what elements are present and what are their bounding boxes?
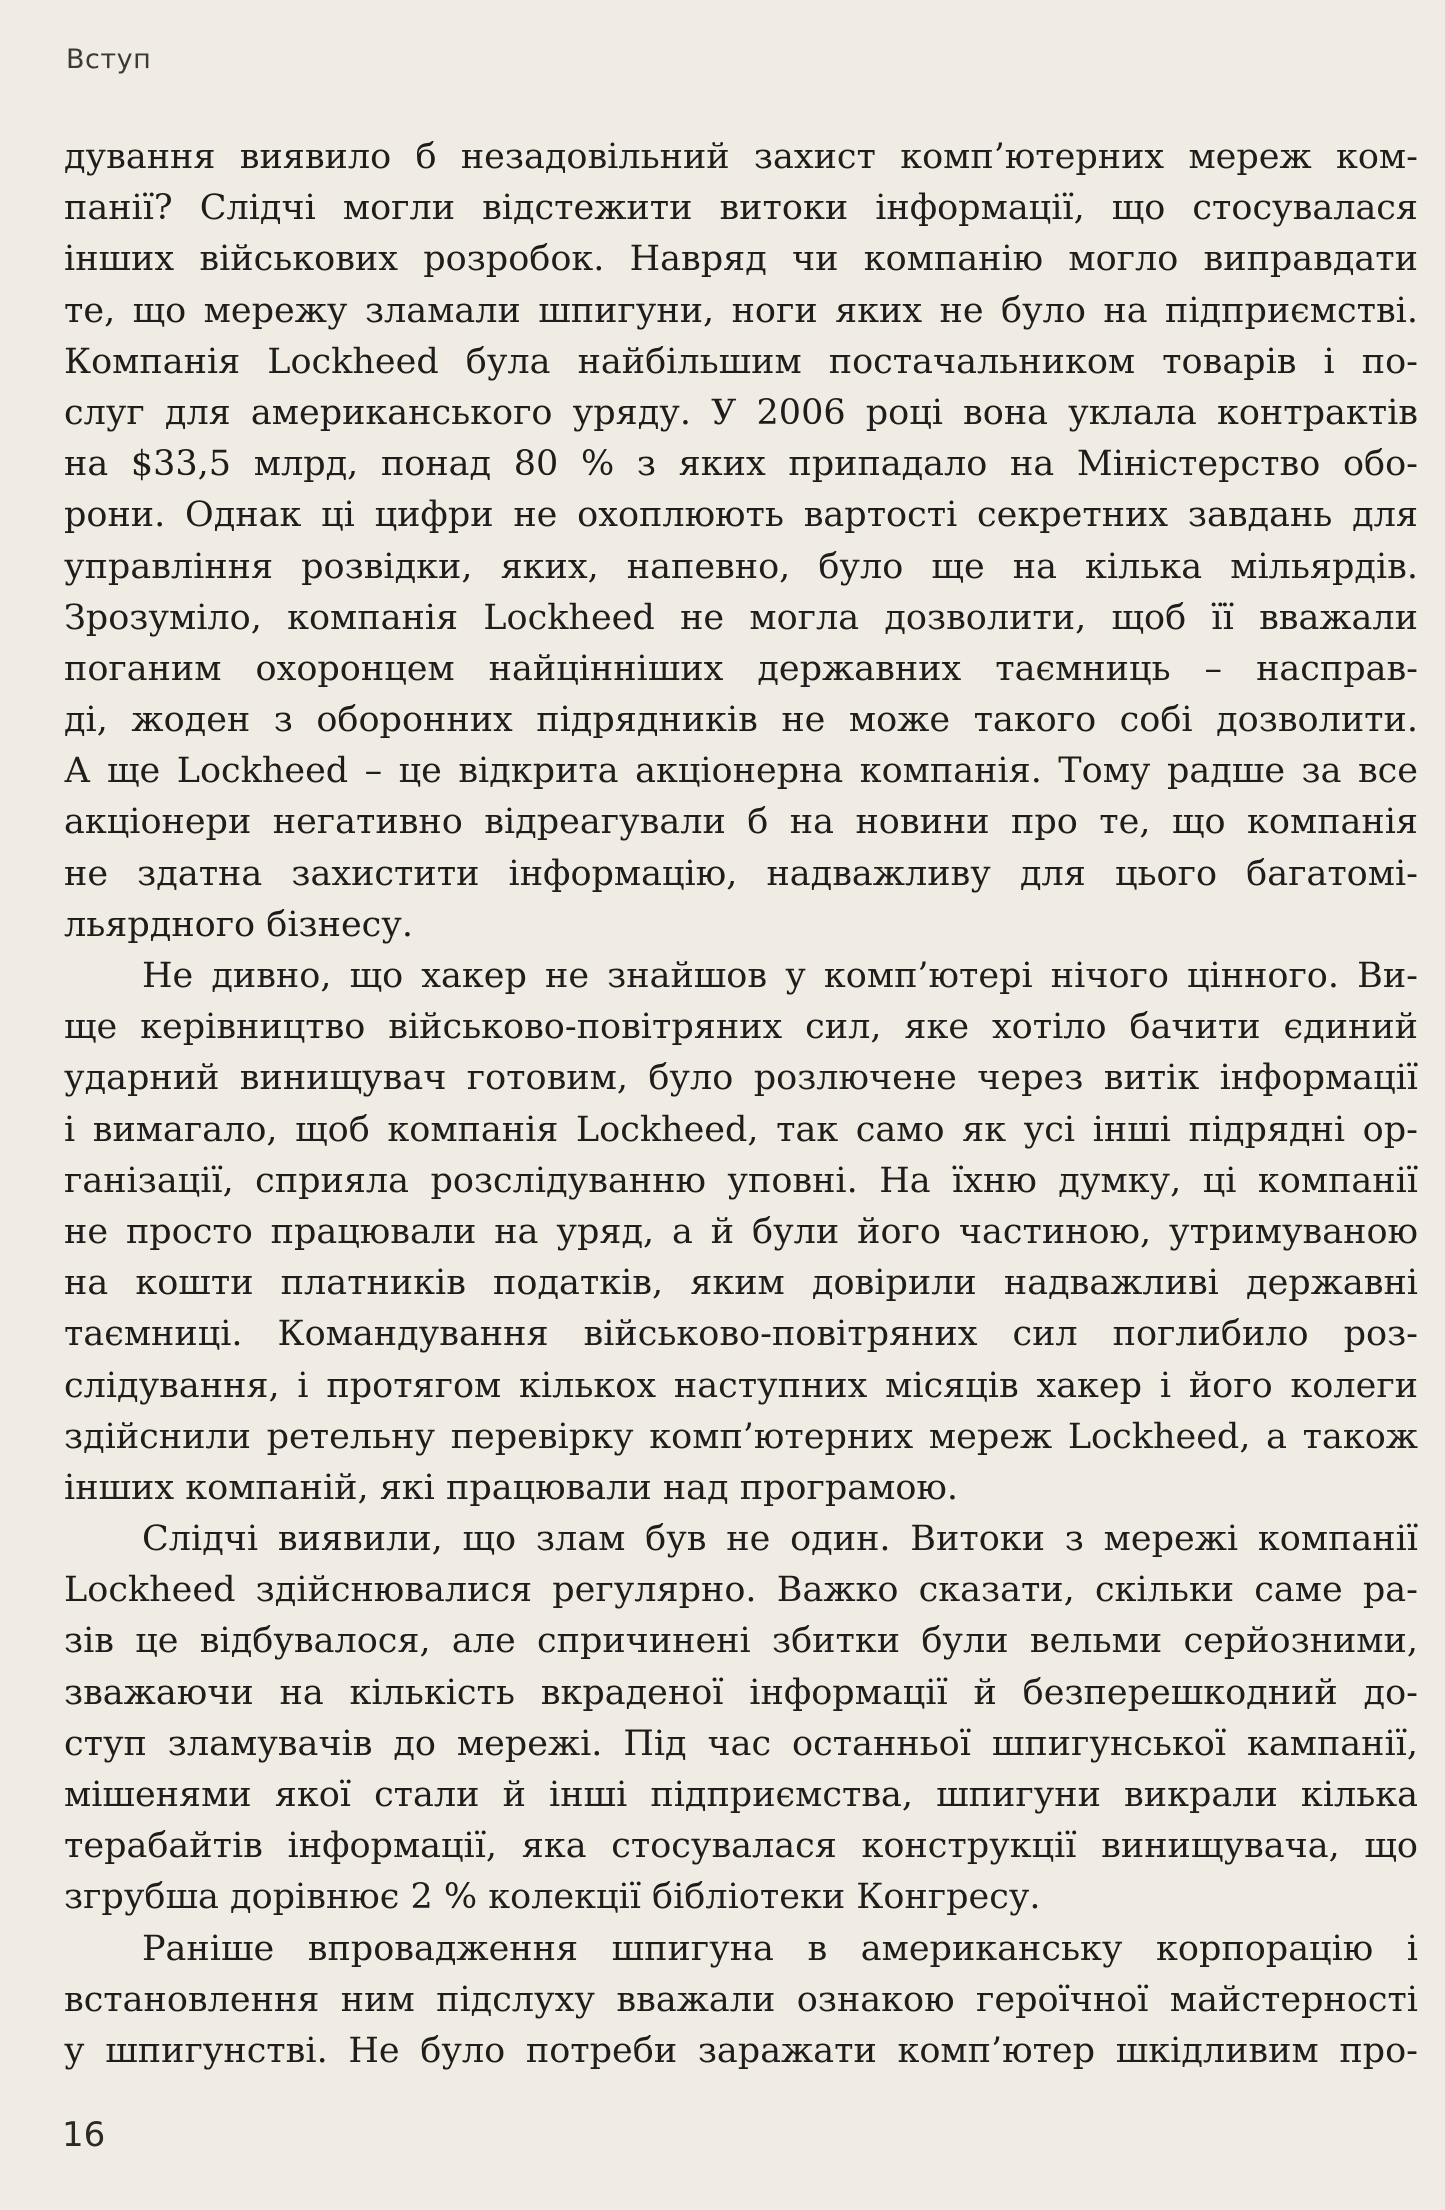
paragraph: [64, 951, 1418, 1514]
text-line: ударний винищувач готовим, було розлючене через витік інформації: [64, 1058, 1418, 1099]
body-text: [64, 132, 1418, 2077]
text-line: не здатна захистити інформацію, надважливу для цього багатомі-: [64, 853, 1418, 894]
text-line: управління розвідки, яких, напевно, було ще на кілька мільярдів.: [64, 546, 1418, 587]
page-number: 16: [62, 2115, 106, 2155]
text-line: А ще Lockheed – це відкрита акціонерна компанія. Тому радше за все: [64, 751, 1418, 792]
text-line: згрубша дорівнює 2 % колекції бібліотеки Конгресу.: [64, 1877, 1041, 1918]
text-line: інших військових розробок. Навряд чи компанію могло виправдати: [64, 239, 1418, 280]
paragraph: [64, 1924, 1418, 2078]
text-line: інших компаній, які працювали над програмою.: [64, 1467, 959, 1508]
text-line: таємниці. Командування військово-повітряних сил поглибило роз-: [64, 1314, 1418, 1355]
text-line: зів це відбувалося, але спричинені збитки були вельми серйозними,: [64, 1621, 1418, 1662]
text-line: терабайтів інформації, яка стосувалася конструкції винищувача, що: [64, 1826, 1418, 1867]
running-head: Вступ: [66, 44, 152, 75]
paragraph: [64, 1514, 1418, 1924]
text-line: на $33,5 млрд, понад 80 % з яких припадало на Міністерство обо-: [64, 444, 1418, 485]
text-line: дування виявило б незадовільний захист комп’ютерних мереж ком-: [64, 137, 1418, 177]
text-line: зважаючи на кількість вкраденої інформації й безперешкодний до-: [64, 1672, 1418, 1713]
text-line: ганізації, сприяла розслідуванню уповні. На їхню думку, ці компанії: [64, 1160, 1418, 1201]
text-line: не просто працювали на уряд, а й були його частиною, утримуваною: [64, 1211, 1418, 1252]
text-line: те, що мережу зламали шпигуни, ноги яких не було на підприємстві.: [64, 290, 1418, 331]
text-line: панії? Слідчі могли відстежити витоки інформації, що стосувалася: [64, 188, 1418, 229]
text-line: Компанія Lockheed була найбільшим постачальником товарів і по-: [64, 341, 1418, 382]
text-line: Слідчі виявили, що злам був не один. Витоки з мережі компанії: [142, 1519, 1418, 1560]
text-line: на кошти платників податків, яким довірили надважливі державні: [64, 1263, 1418, 1304]
text-line: поганим охоронцем найцінніших державних таємниць – насправ-: [64, 648, 1418, 689]
text-line: Не дивно, що хакер не знайшов у комп’ютері нічого цінного. Ви-: [142, 956, 1418, 996]
text-line: слуг для американського уряду. У 2006 році вона уклала контрактів: [64, 392, 1418, 433]
text-line: льярдного бізнесу.: [64, 904, 413, 945]
text-line: слідування, і протягом кількох наступних місяців хакер і його колеги: [64, 1365, 1418, 1406]
text-line: мішенями якої стали й інші підприємства, шпигуни викрали кілька: [64, 1775, 1418, 1815]
text-line: встановлення ним підслуху вважали ознакою героїчної майстерності: [64, 1979, 1418, 2020]
text-line: у шпигунстві. Не було потреби заражати комп’ютер шкідливим про-: [64, 2030, 1418, 2071]
paragraph: [64, 132, 1418, 951]
text-line: Раніше впровадження шпигуна в американську корпорацію і: [142, 1928, 1418, 1969]
text-line: і вимагало, щоб компанія Lockheed, так само як усі інші підрядні ор-: [64, 1109, 1418, 1150]
text-line: ще керівництво військово-повітряних сил, яке хотіло бачити єдиний: [64, 1007, 1418, 1048]
text-line: ді, жоден з оборонних підрядників не може такого собі дозволити.: [64, 700, 1418, 741]
text-line: рони. Однак ці цифри не охоплюють вартості секретних завдань для: [64, 495, 1418, 536]
text-line: Lockheed здійснювалися регулярно. Важко сказати, скільки саме ра-: [64, 1570, 1418, 1611]
text-line: здійснили ретельну перевірку комп’ютерних мереж Lockheed, а також: [64, 1416, 1418, 1457]
text-line: акціонери негативно відреагували б на новини про те, що компанія: [64, 802, 1418, 843]
text-line: Зрозуміло, компанія Lockheed не могла дозволити, щоб її вважали: [64, 597, 1418, 638]
text-line: ступ зламувачів до мережі. Під час останньої шпигунської кампанії,: [64, 1723, 1418, 1764]
